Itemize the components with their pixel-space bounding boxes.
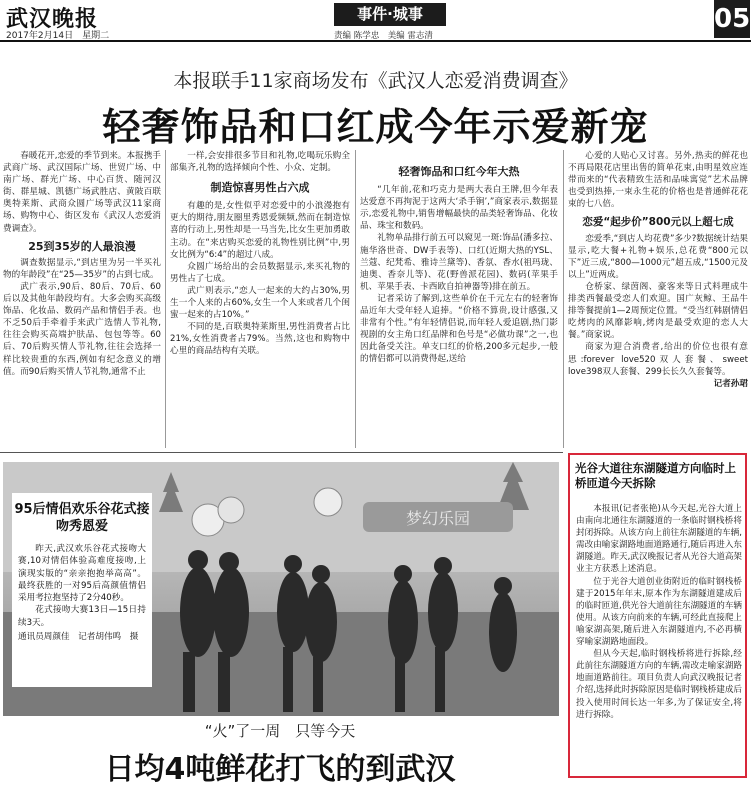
paragraph: 心爱的人贴心又讨喜。另外,热卖的鲜花也不再局限花店里出售的简单花束,由明星效应连带而来的“代表精致生活和品味寓觉”艺术品牌也受到热捧,一束永生花的价格也是普通鲜花花束的七八倍。 xyxy=(568,151,748,210)
editors-credit: 责编 陈学忠 美编 雷志清 xyxy=(334,31,433,41)
paragraph: 商家为迎合消费者,给出的价位也很有意思:forever love520双人套餐、sweet love398双人套餐、299长长久久套餐等。 xyxy=(568,342,748,377)
newspaper-logo: 武汉晚报 xyxy=(6,6,99,32)
paragraph: 武广则表示,“恋人一起来的大约占30%,男生一个人来的占60%,女生一个人来或者几个闺蜜一起来的占10%。” xyxy=(170,285,350,321)
column-divider xyxy=(563,150,564,448)
story-column-3 xyxy=(360,166,558,450)
paragraph: 记者采访了解到,这些单价在千元左右的轻奢饰品近年大受年轻人追捧。“价格不算贵,设计感强,又非常有个性。”有年轻情侣说,而年轻人爱追剧,热门影视剧的女主角口红品牌和色号是“必做功课”之一,也因此备受关注。单支口红的价格,200多元起步,一般的情侣都可以消费得起,送给 xyxy=(360,293,558,365)
photo-credit: 通讯员周颜佳 记者胡伟鸣 摄 xyxy=(18,632,139,643)
paragraph: 仓桥家、绿茵阁、豪客来等日式料理成牛排类西餐最受恋人们欢迎。国广灰鲸、王品牛排等餐提前1—2周预定位置。“受当红韩剧情侣吃烤肉的风靡影响,烤肉是最受欢迎的恋人大餐。”商家说。 xyxy=(568,281,748,341)
masthead-rule xyxy=(0,40,751,42)
paragraph: 春暖花开,恋爱的季节到来。本报携手武商广场、武汉国际广场、世贸广场、中南广场、群光广场、中心百货、随河汉街、群星城、凯德广场武胜店、黄陂百联奥特莱斯、武商众圆广场等武汉11家商场、购物中心、街区发布《武汉人恋爱消费调查》。 xyxy=(3,151,161,234)
paragraph: 众圆广场给出的会员数据显示,来买礼物的男性占了七成。 xyxy=(170,261,350,284)
section-heading: 轻奢饰品和口红今年大热 xyxy=(398,166,520,178)
sidebar-story-body xyxy=(576,503,742,773)
paragraph: 一样,会安排很多节目和礼物,吃喝玩乐购全部集齐,礼物的选择倾向个性、小众、定制。 xyxy=(170,151,350,174)
bottom-headline: 日均4吨鲜花打飞的到武汉 xyxy=(104,752,456,787)
photo-caption-title: 95后情侣欢乐谷花式接吻秀恩爱 xyxy=(14,502,150,534)
paragraph: 不同的是,百联奥特莱斯里,男性消费者占比21%,女性消费者占79%。当然,这也和购物中心里的商品结构有关联。 xyxy=(170,322,350,357)
paragraph: 有趣的是,女性似乎对恋爱中的小浪漫抱有更大的期待,朋友圈里秀恩爱频频,然而在制造惊喜的行动上,男性却是一马当先,比女生更加勇敢主动。在“来店购买恋爱的礼物性别比例”中,男女比例为“6:4”的超过八成。 xyxy=(170,201,350,260)
story-column-1 xyxy=(3,150,161,450)
paragraph: 昨天,武汉欢乐谷花式接吻大赛,10对情侣体验高难度接吻,上演现实版的“亲亲抱抱举高高”。最终获胜的一对95后高颜值情侣采用考拉抱坚持了2分40秒。 xyxy=(18,544,146,604)
section-heading: 制造惊喜男性占六成 xyxy=(210,181,310,195)
paragraph: 调查数据显示,“到店里为另一半买礼物的年龄段”在“25—35岁”的占到七成。 xyxy=(3,257,161,280)
photo-caption-body xyxy=(18,543,146,643)
column-divider xyxy=(165,150,166,448)
bottom-subheadline: “火”了一周 只等今天 xyxy=(204,722,356,740)
scene-sign-text: 梦幻乐园 xyxy=(405,509,471,528)
paragraph: 花式接吻大赛13日—15日持续3天。 xyxy=(18,605,146,628)
paragraph: “几年前,花和巧克力是两大表白王牌,但今年表达爱意不再拘泥于这两大‘杀手锏’,”商家表示,数据显示,恋爱礼物中,销售增幅最快的品类轻奢饰品、化妆品、珠宝和数码。 xyxy=(360,185,558,232)
section-heading: 恋爱“起步价”800元以上超七成 xyxy=(582,216,734,229)
paragraph: 本报讯(记者张艳)从今天起,光谷大道上由南向北通往东湖隧道的一条临时钢栈桥将封闭拆除。从该方向上前往东湖隧道的车辆,需改由喻家湖路地面道路通行,随后再进入东湖隧道。昨天,武汉晚报记者从光谷大道高架业主方获悉上述消息。 xyxy=(576,504,742,575)
paragraph: 位于光谷大道创业街附近的临时钢栈桥建于2015年年末,原本作为东湖隧道建成后的临时匝道,供光谷大道前往东湖隧道的车辆使用。从该方向前来的车辆,可经此直接爬上喻家湖高架,随后进入东湖隧道内,不必再横穿喻家湖路地面段。 xyxy=(576,576,742,648)
byline: 记者孙珺 xyxy=(713,378,748,389)
paragraph: 但从今天起,临时钢栈桥将进行拆除,经此前往东湖隧道方向的车辆,需改走喻家湖路地面道路前往。项目负责人向武汉晚报记者介绍,选择此时拆除原因是临时钢栈桥建成后投入使用时间长达一年多,为了保证安全,将进行拆除。 xyxy=(576,649,742,720)
photo-caption-box xyxy=(12,493,152,687)
main-headline: 轻奢饰品和口红成今年示爱新宠 xyxy=(102,105,649,149)
story-column-4 xyxy=(568,150,748,450)
issue-date: 2017年2月14日 星期二 xyxy=(6,31,110,41)
sidebar-story-title: 光谷大道往东湖隧道方向临时上桥匝道今天拆除 xyxy=(575,461,736,490)
story-column-2 xyxy=(170,150,350,450)
section-rule xyxy=(0,452,563,453)
main-subheadline: 本报联手11家商场发布《武汉人恋爱消费调查》 xyxy=(173,70,578,92)
section-tag: 事件·城事 xyxy=(334,3,446,26)
paragraph: 礼物单品排行前五可以窥见一斑:饰品(潘多拉、施华洛世奇、DW手表等)、口红(近期大热的YSL、兰蔻、纪梵希、雅诗兰黛等)、香氛、香水(祖玛珑、迪奥、香奈儿等)、花(野兽派花园)、数码(苹果手机、苹果手表、卡西欧自拍神器等)排在前五。 xyxy=(360,233,558,292)
section-heading: 25到35岁的人最浪漫 xyxy=(28,239,136,253)
page-number: 05 xyxy=(714,0,750,38)
column-divider xyxy=(355,150,356,448)
paragraph: 恋爱季,“到店人均花费”多少?数据统计结果显示,吃大餐+礼物+娱乐,总花费“800元以下”近三成,“800—1000元”超五成,“1500元及以上”近两成。 xyxy=(568,233,748,280)
paragraph: 武广表示,90后、80后、70后、60后以及其他年龄段均有。大多会购买高级饰品、化妆品、数码产品和情侣手表。也不乏50后手牵着手来武广选情人节礼物,往往会购买高端护肤品、包包等等。60后、70后购买情人节礼物,往往会选择一样比较贵重的东西,例如有纪念意义的增值。而90后购买情人节礼物,通常不止 xyxy=(3,281,161,377)
